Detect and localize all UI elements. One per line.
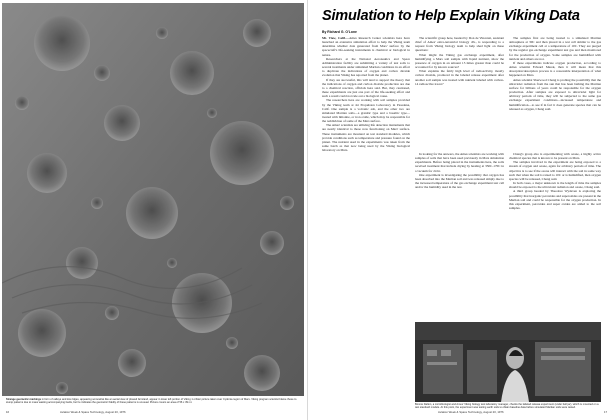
- paragraph: The scientific group here, headed by Don de Vincenzi, assistant chief of Ames' extra-terrestrial biology div., is responding to a request from Viking biology team to help shed light on these questions:: [415, 36, 504, 53]
- left-page-number: 16: [6, 410, 10, 414]
- paragraph: In both cases, a major unknown is the length of time the samples should be exposed to the ultraviolet radiation and ozone, Chang said.: [509, 181, 601, 190]
- right-folio: Aviation Week & Space Technology, August 20, 1976: [438, 410, 504, 414]
- paragraph: The samples first are being treated to a simulated Martian atmosphere at 30C and then placed in a test cell similar to the gas exchange experiment cell at a temperature of 10C. They are purged by the regular gas exchange experiment test gas and then monitored for the production of oxygen. Some samples are humidified with nutrient and others are not.: [509, 36, 601, 61]
- paragraph: In looking for the answers, the Ames scientists are working with samples of soils that have been used previously in Mars simulation experiments. Before being placed in the instruments here, the soils received treatment that include drying by heating at 350C-170C in a vacuum for 24 hr.: [415, 152, 504, 173]
- lab-photo: [415, 322, 601, 402]
- paragraph: Chang's group also is experimenting with ozone, a highly active chemical species that is known to be present on Mars.: [509, 152, 601, 161]
- paragraph: A third group headed by Theodore Wydeven is exploring the possibility that inorganic peroxides and superoxides are present in the Martian soil and could be responsible for the oxygen production. In this experiment, peroxides and super oxides are added to the soil samples.: [509, 189, 601, 211]
- article-column-1: [322, 36, 410, 410]
- paragraph: The researchers here are working with soil samples provided by the Viking team at Jet Propulsion Laboratory in Pasadena, Calif. One sample is a volcanic ash, and the other two are simulated Martian soils—a granitic type and a basaltic type—treated with limonite, or iron oxide, which may be responsible for the reddish hue of some of the Mars surface.: [322, 98, 410, 124]
- paragraph: If these experiments indicate oxygen production, according to Ames scientist Edward Merek, then it will mean that this absorption/desorption process is a reasonable interpretation of what happened on Mars.: [509, 60, 601, 78]
- paragraph: Mt. View, Calif.—Ames Research Center scientists here have launched an extensive simulation effort to help the Viking team determine whether data generated from Mars' surface by the spacecraft's life-seeking instruments is chemical or biological in nature.: [322, 36, 410, 57]
- paragraph: What explains the fairly high level of radioactivity, mostly carbon dioxide, produced in the labeled release experiment after another soil sample was treated with nutrient labeled with carbon-14 radioactive tracer?: [415, 69, 504, 86]
- right-page: [308, 0, 616, 420]
- dateline: Mt. View, Calif.—: [322, 36, 350, 40]
- article-column-2-lower: [415, 152, 504, 322]
- lab-photo-caption: Bonnie Dalton, a microbiologist and Ames' Viking biology test laboratory manager, checks the labeled release experiment (under bell jar), which is mounted on a test standard module. At this point, the experiment was testing earth soils to obtain baseline data before simulated Martian soils were tested.: [415, 403, 599, 409]
- article-column-3: [509, 36, 601, 152]
- paragraph: One experiment is investigating the possibility that oxygen has been absorbed into the Martian soil and was released simply due to the increased temperature of the gas exchange experiment test cell and/or the humidity used in the test.: [415, 172, 504, 190]
- right-page-number: 17: [604, 410, 608, 414]
- article-column-3-lower: [509, 152, 601, 322]
- paragraph: If they are successful, this will tend to support the theory that the indications of oxygen and carbon dioxide production are due to a chemical reaction, officials here said. But, they cautioned, these experiments are just one part of the life-seeking effort and such a result could not rule out a biological cause.: [322, 77, 410, 99]
- paragraph: What might the Viking gas exchange experiment, after humidifying a Mars soil sample with liquid nutrient, show the presence of oxygen in an amount 15 times greater than could be accounted for by known sources?: [415, 52, 504, 70]
- paragraph: Ames scientist Sherwood Chang is probing the possibility that the ultraviolet radiation from the sun that has been bathing the Martian surface for billions of years could be responsible for the oxygen production. After samples are exposed to ultraviolet light for arbitrary periods of time, they will be subjected to the same gas exchange experiment conditions—increased temperature and humidification—to see if in fact it does generate species that can be released as oxygen, Chang said.: [509, 77, 601, 111]
- article-column-2: [415, 36, 504, 152]
- article-byline: By Richard G. O'Lone: [322, 30, 357, 34]
- caption-text: in form of valleys and low ridges, appearing somewhat like an aerial view of plowed farmland, appear in lower left portion of Viking 1 orbiter picture taken over Cydonia region of Mars. Viking program scientist blame these to stump patterns due to mass wasting accompanying faults, but he indicates the geometric fidelity of these patterns is unusual. Picture covers an area of 56 x 39 mi.: [6, 398, 297, 404]
- paragraph: Researchers at the National Aeronautics and Space Administration facility are submitting a variety of test soils to several treatments under simulated Martian conditions in an effort to duplicate the indications of oxygen and carbon dioxide evolution that Viking has reported from the planet.: [322, 56, 410, 78]
- photo-caption: [6, 398, 302, 408]
- paragraph: The samples involved in the experiment are being exposed to a stream of oxygen and ozone, again for arbitrary periods of time. The objective is to see if the ozone will interact with the soil in some way such that when the soil is raised to 10C or is humidified, then oxygen species will be released, Chang said.: [509, 160, 601, 181]
- article-headline: Simulation to Help Explain Viking Data: [322, 8, 580, 24]
- left-folio: Aviation Week & Space Technology, August 20, 1976: [60, 410, 126, 414]
- lunar-surface-photo: [2, 3, 304, 396]
- caption-lead: Strange geometric markings: [6, 398, 42, 401]
- paragraph: The Ames' scientists are utilizing life detection instruments that are nearly identical to those now functioning on Mars' surface. These instruments are mounted on test standard modules, which provide conditions such as temperature and pressure found on the planet. The nutrient used in the experiments was taken from the same batch as that now being used by the Viking biological laboratory on Mars.: [322, 123, 410, 153]
